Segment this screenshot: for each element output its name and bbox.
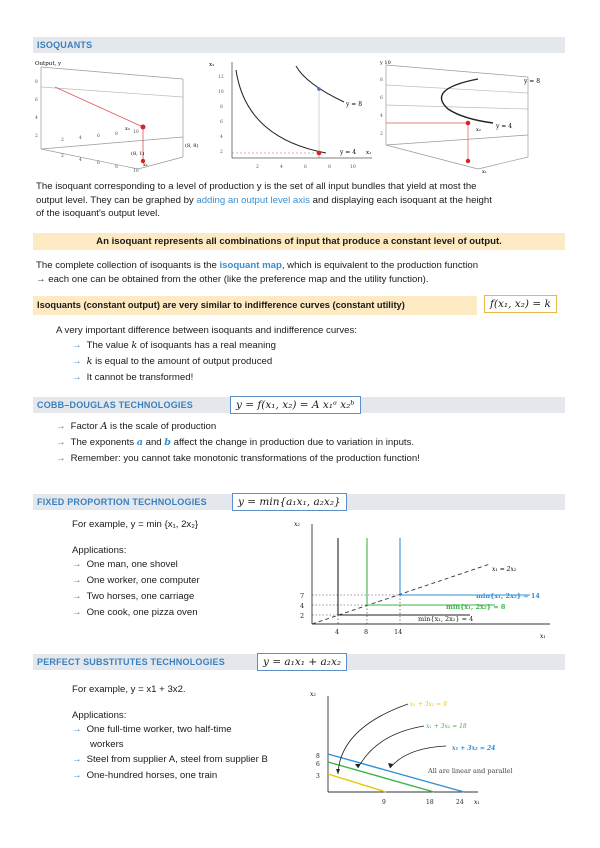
- figure-3d-production: [33, 57, 203, 175]
- fixed-proportion-chart: [290, 516, 560, 642]
- svg-text:4: 4: [335, 628, 340, 636]
- fig3-x1: x₁: [482, 169, 487, 175]
- perfect-app-item: → One full-time worker, two half-time: [72, 724, 232, 735]
- difference-item: → k is equal to the amount of output produced: [72, 356, 273, 367]
- fixed-label-4: min{x₁, 2x₂} = 4: [418, 615, 474, 623]
- svg-text:4: 4: [79, 158, 82, 163]
- svg-text:4: 4: [380, 114, 383, 119]
- perfect-xlabel: x₁: [474, 799, 480, 806]
- svg-text:8: 8: [220, 105, 223, 110]
- section-title: COBB–DOUGLAS TECHNOLOGIES: [37, 400, 194, 410]
- svg-text:4: 4: [79, 136, 82, 141]
- fig2-ylabel: x₂: [209, 62, 215, 68]
- fixed-example: For example, y = min {x₁, 2x₂}: [72, 519, 199, 530]
- key-definition-box: An isoquant represents all combinations of input that produce a constant level of output.: [33, 233, 565, 250]
- perfect-note: All are linear and parallel: [428, 767, 513, 775]
- figure-3d-isoquants: [378, 57, 568, 175]
- svg-text:18: 18: [426, 799, 434, 806]
- fixed-xlabel: x₁: [540, 633, 546, 640]
- similarity-box: Isoquants (constant output) are very similar to indifference curves (constant utility): [33, 296, 477, 315]
- svg-text:10: 10: [350, 165, 356, 170]
- svg-text:6: 6: [380, 96, 383, 101]
- fig3-ylabel: y 10: [380, 60, 391, 66]
- fig3-y4: y = 4: [496, 123, 513, 130]
- perfect-app-item: → Steel from supplier A, steel from supplier B: [72, 754, 268, 765]
- fixed-label-14: min{x₁, 2x₂} = 14: [476, 592, 540, 600]
- svg-text:10: 10: [133, 169, 139, 174]
- svg-text:2: 2: [61, 154, 64, 159]
- difference-item: → The value k of isoquants has a real meaning: [72, 340, 276, 351]
- svg-text:3: 3: [316, 773, 320, 780]
- fixed-app-item: → One cook, one pizza oven: [72, 607, 198, 618]
- svg-text:6: 6: [304, 165, 307, 170]
- isoquant-paragraph: The isoquant corresponding to a level of production y is the set of all input bundles that yield at most the output level. They can be graphed by adding an output level axis and displaying each isoquant at the height of the isoquant's output level.: [36, 181, 492, 219]
- svg-text:2: 2: [256, 165, 259, 170]
- svg-text:2: 2: [380, 132, 383, 137]
- section-title: FIXED PROPORTION TECHNOLOGIES: [37, 497, 207, 507]
- svg-text:2: 2: [300, 612, 305, 620]
- perfect-ylabel: x₂: [310, 691, 316, 698]
- svg-text:2: 2: [220, 150, 223, 155]
- fig1-ylabel: Output, y: [35, 61, 62, 67]
- svg-text:2: 2: [35, 134, 38, 139]
- fig2-xlabel: x₁: [366, 150, 372, 156]
- svg-text:9: 9: [382, 799, 386, 806]
- differences-intro: A very important difference between isoquants and indifference curves:: [56, 325, 357, 336]
- perfect-example: For example, y = x1 + 3x2.: [72, 684, 186, 695]
- svg-text:6: 6: [35, 98, 38, 103]
- difference-item: → It cannot be transformed!: [72, 372, 194, 383]
- svg-text:14: 14: [394, 628, 403, 636]
- isoline-18: [328, 762, 434, 792]
- svg-text:8: 8: [115, 132, 118, 137]
- perfect-substitutes-chart: [306, 688, 566, 812]
- fig2-y8: y = 8: [346, 101, 363, 108]
- fig1-x1: x₁: [143, 162, 148, 168]
- fixed-app-item: → One man, one shovel: [72, 559, 178, 570]
- section-title: PERFECT SUBSTITUTES TECHNOLOGIES: [37, 657, 225, 667]
- svg-text:8: 8: [35, 80, 38, 85]
- fixed-apps-title: Applications:: [72, 545, 127, 556]
- fixed-app-item: → Two horses, one carriage: [72, 591, 195, 602]
- isoline-9: [328, 774, 386, 792]
- isoquant-equation: f(x₁, x₂) = k: [484, 295, 557, 313]
- svg-text:6: 6: [316, 761, 320, 768]
- svg-text:4: 4: [280, 165, 283, 170]
- svg-text:4: 4: [300, 602, 305, 610]
- svg-text:24: 24: [456, 799, 464, 806]
- svg-text:2: 2: [61, 138, 64, 143]
- section-title: ISOQUANTS: [37, 40, 93, 50]
- section-header-isoquants: [33, 37, 565, 53]
- fixed-proportion-equation: y = min{a₁x₁, a₂x₂}: [232, 493, 347, 511]
- svg-text:12: 12: [218, 75, 224, 80]
- fig1-point-a: (8, 1): [131, 151, 145, 157]
- perfect-substitutes-equation: y = a₁x₁ + a₂x₂: [257, 653, 347, 671]
- cobb-item: → Factor A is the scale of production: [56, 421, 217, 432]
- fig2-y4: y = 4: [340, 149, 357, 156]
- fig3-x2: x₂: [476, 127, 481, 133]
- svg-text:10: 10: [133, 130, 139, 135]
- cobb-item: → The exponents a and b affect the change in production due to variation in inputs.: [56, 437, 415, 448]
- fixed-ray-label: x₁ = 2x₂: [492, 566, 517, 573]
- svg-text:8: 8: [316, 753, 320, 760]
- fixed-label-8: min{x₁, 2x₂} = 8: [446, 603, 506, 611]
- perfect-label-24: x₁ + 3x₂ = 24: [452, 745, 496, 752]
- isoquant-y4: [236, 70, 326, 153]
- perfect-app-item: → One-hundred horses, one train: [72, 770, 218, 781]
- perfect-app-item-cont: workers: [90, 739, 124, 750]
- svg-text:10: 10: [218, 90, 224, 95]
- fig1-x2: x₂: [125, 126, 130, 132]
- perfect-apps-title: Applications:: [72, 710, 127, 721]
- perfect-label-18: x₁ + 3x₂ = 18: [426, 723, 467, 730]
- svg-text:4: 4: [220, 135, 223, 140]
- svg-text:7: 7: [300, 592, 305, 600]
- svg-text:8: 8: [328, 165, 331, 170]
- svg-text:8: 8: [380, 78, 383, 83]
- cobb-item: → Remember: you cannot take monotonic transformations of the production function!: [56, 453, 420, 464]
- svg-text:6: 6: [220, 120, 223, 125]
- svg-text:6: 6: [97, 161, 100, 166]
- fixed-ylabel: x₂: [294, 521, 300, 528]
- highlight-term: isoquant map: [219, 260, 282, 271]
- fixed-app-item: → One worker, one computer: [72, 575, 200, 586]
- svg-text:8: 8: [364, 628, 369, 636]
- isoquant-y8: [296, 66, 344, 102]
- isoquant-map-paragraph: The complete collection of isoquants is the isoquant map, which is equivalent to the production function → each one can be obtained from the other (like the preference map and the utility function).: [36, 260, 479, 285]
- highlight-term: adding an output level axis: [196, 194, 310, 206]
- figure-isoquants-2d: [206, 58, 376, 176]
- fig1-point-b: (8, 8): [185, 143, 199, 149]
- perfect-label-9: x₁ + 3x₂ = 9: [410, 701, 447, 708]
- cobb-douglas-equation: y = f(x₁, x₂) = A x₁ᵃ x₂ᵇ: [230, 396, 361, 414]
- svg-text:4: 4: [35, 116, 38, 121]
- fig3-y8: y = 8: [524, 78, 541, 85]
- svg-text:6: 6: [97, 134, 100, 139]
- svg-text:8: 8: [115, 165, 118, 170]
